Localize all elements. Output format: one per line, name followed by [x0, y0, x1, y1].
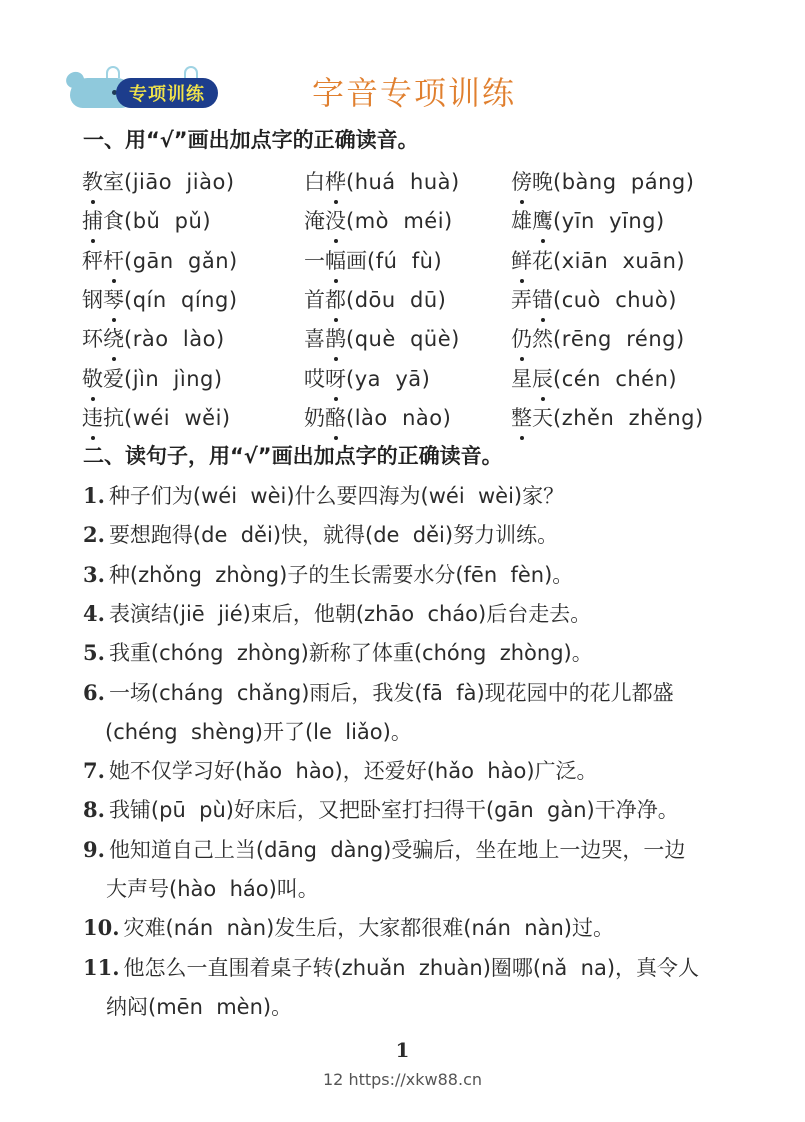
- dotted-char: 教: [82, 166, 103, 196]
- char: 淹: [304, 209, 325, 234]
- word-item: [82, 363, 223, 393]
- sentence-line: [83, 637, 593, 667]
- sentence-text[interactable]: 我重(chóng zhòng)新称了体重(chóng zhòng)。: [108, 641, 593, 666]
- sentence-line: [83, 794, 679, 824]
- char: 一: [304, 248, 325, 273]
- pinyin-options[interactable]: (yīn yīng): [553, 209, 665, 234]
- dotted-char: 辰: [532, 363, 553, 393]
- word-item: [304, 363, 430, 393]
- char: 花: [532, 248, 553, 273]
- sentence-line: [83, 598, 591, 628]
- pinyin-options[interactable]: (cuò chuò): [553, 287, 677, 312]
- dotted-char: 仍: [511, 323, 532, 353]
- dotted-char: 错: [532, 284, 553, 314]
- dotted-char: 酪: [325, 402, 346, 432]
- sentence-text[interactable]: (chéng shèng)开了(le liǎo)。: [105, 719, 412, 744]
- char: 食: [103, 209, 124, 234]
- pinyin-options[interactable]: (lào nào): [346, 405, 452, 430]
- char: 画: [346, 248, 367, 273]
- word-item: [82, 284, 238, 314]
- sentence-line: [106, 873, 319, 903]
- char: 喜: [304, 327, 325, 352]
- char: 哎: [304, 366, 325, 391]
- pinyin-options[interactable]: (què qüè): [346, 327, 460, 352]
- dotted-char: 违: [82, 402, 103, 432]
- dotted-char: 都: [325, 284, 346, 314]
- pinyin-options[interactable]: (jiāo jiào): [124, 170, 235, 194]
- pinyin-options[interactable]: (wéi wěi): [124, 405, 231, 430]
- char: 天: [532, 405, 553, 430]
- word-item: [304, 323, 460, 353]
- badge-label: 专项训练: [129, 84, 205, 105]
- dotted-char: 桦: [325, 166, 346, 196]
- word-item: [82, 245, 238, 275]
- sentence-number: 3.: [83, 561, 105, 587]
- sentence-line: [83, 519, 558, 549]
- page-number: 1: [395, 1038, 410, 1062]
- pinyin-options[interactable]: (gān gǎn): [124, 248, 238, 273]
- word-item: [82, 166, 235, 196]
- dotted-char: 杆: [103, 245, 124, 275]
- dotted-char: 鲜: [511, 245, 532, 275]
- char: 爱: [103, 366, 124, 391]
- pinyin-options[interactable]: (cén chén): [553, 366, 678, 391]
- pinyin-options[interactable]: (qín qíng): [124, 287, 238, 312]
- pinyin-options[interactable]: (bàng páng): [553, 170, 695, 194]
- dotted-char: 敬: [82, 363, 103, 393]
- sentence-number: 11.: [83, 954, 120, 980]
- pinyin-options[interactable]: (zhěn zhěng): [553, 405, 704, 430]
- word-item: [511, 205, 665, 235]
- word-item: [304, 284, 446, 314]
- dotted-char: 整: [511, 402, 532, 432]
- sentence-text[interactable]: 纳闷(mēn mèn)。: [106, 994, 293, 1019]
- char: 白: [304, 170, 325, 194]
- dotted-char: 傍: [511, 166, 532, 196]
- sentence-number: 4.: [83, 600, 105, 626]
- dotted-char: 鹊: [325, 323, 346, 353]
- sentence-line: [83, 559, 573, 589]
- dotted-char: 没: [325, 205, 346, 235]
- sentence-number: 10.: [83, 915, 120, 941]
- sentence-number: 7.: [83, 758, 105, 784]
- sentence-number: 9.: [83, 836, 105, 862]
- sentence-text[interactable]: 我铺(pū pù)好床后，又把卧室打扫得干(gān gàn)干净净。: [108, 798, 679, 823]
- char: 晚: [532, 170, 553, 194]
- sentence-line: [83, 952, 699, 982]
- sentence-number: 6.: [83, 679, 105, 705]
- pinyin-options[interactable]: (huá huà): [346, 170, 460, 194]
- pinyin-options[interactable]: (rào lào): [124, 327, 225, 352]
- sentence-text[interactable]: 大声号(hào háo)叫。: [106, 877, 319, 901]
- char: 环: [82, 327, 103, 352]
- pinyin-options[interactable]: (jìn jìng): [124, 366, 223, 391]
- word-item: [511, 323, 685, 353]
- char: 雄: [511, 209, 532, 234]
- word-item: [304, 205, 453, 235]
- pinyin-options[interactable]: (rēng réng): [553, 327, 685, 352]
- word-item: [511, 166, 694, 196]
- sentence-text[interactable]: 她不仅学习好(hǎo hào)，还爱好(hǎo hào)广泛。: [108, 759, 598, 784]
- sentence-line: [83, 755, 598, 785]
- sentence-number: 8.: [83, 797, 105, 823]
- pinyin-options[interactable]: (bǔ pǔ): [124, 209, 212, 234]
- dotted-char: 呀: [325, 363, 346, 393]
- sentence-line: [83, 480, 564, 510]
- char: 室: [103, 170, 124, 194]
- sentence-text[interactable]: 一场(cháng chǎng)雨后，我发(fā fà)现花园中的花儿都盛: [108, 680, 674, 705]
- char: 首: [304, 287, 325, 312]
- section1-heading: 一、用“√”画出加点字的正确读音。: [83, 128, 419, 152]
- sentence-number: 5.: [83, 640, 105, 666]
- page-title: 字音专项训练: [312, 74, 517, 112]
- char: 弄: [511, 287, 532, 312]
- sentence-line: [83, 912, 614, 942]
- sentence-text[interactable]: 种(zhǒng zhòng)子的生长需要水分(fēn fèn)。: [108, 562, 574, 587]
- sentence-number: 2.: [83, 522, 105, 548]
- word-item: [304, 245, 442, 275]
- char: 钢: [82, 287, 103, 312]
- char: 抗: [103, 405, 124, 430]
- word-item: [82, 205, 211, 235]
- word-item: [511, 245, 685, 275]
- char: 奶: [304, 405, 325, 430]
- sentence-text[interactable]: 种子们为(wéi wèi)什么要四海为(wéi wèi)家？: [108, 484, 565, 508]
- dotted-char: 捕: [82, 205, 103, 235]
- sentence-text[interactable]: 表演结(jiē jié)束后，他朝(zhāo cháo)后台走去。: [108, 601, 592, 626]
- char: 然: [532, 327, 553, 352]
- section2-heading: 二、读句子，用“√”画出加点字的正确读音。: [83, 444, 503, 468]
- char: 秤: [82, 248, 103, 273]
- dotted-char: 绕: [103, 323, 124, 353]
- word-item: [304, 402, 451, 432]
- pinyin-options[interactable]: (dōu dū): [346, 287, 447, 312]
- sentence-line: [105, 716, 412, 746]
- word-item: [304, 166, 460, 196]
- word-item: [82, 323, 225, 353]
- word-item: [82, 402, 231, 432]
- dotted-char: 幅: [325, 245, 346, 275]
- sentence-text[interactable]: 要想跑得(de děi)快，就得(de děi)努力训练。: [108, 523, 559, 548]
- sentence-text[interactable]: 他知道自己上当(dāng dàng)受骗后，坐在地上一边哭，一边: [108, 837, 686, 862]
- footer-url: 12 https://xkw88.cn: [323, 1070, 482, 1089]
- sentence-text[interactable]: 灾难(nán nàn)发生后，大家都很难(nán nàn)过。: [123, 916, 614, 941]
- sentence-line: [83, 677, 674, 707]
- pinyin-options[interactable]: (xiān xuān): [553, 248, 686, 273]
- pinyin-options[interactable]: (mò méi): [346, 209, 453, 234]
- pinyin-options[interactable]: (fú fù): [367, 248, 443, 273]
- dotted-char: 琴: [103, 284, 124, 314]
- whale-spout-icon: [106, 66, 120, 78]
- sentence-line: [106, 991, 292, 1021]
- badge-pill: [116, 78, 218, 108]
- sentence-line: [83, 834, 685, 864]
- word-item: [511, 402, 704, 432]
- whale-spout-icon: [184, 66, 198, 78]
- word-item: [511, 363, 677, 393]
- char: 星: [511, 366, 532, 391]
- dotted-char: 鹰: [532, 205, 553, 235]
- word-item: [511, 284, 677, 314]
- section-badge: [66, 66, 226, 110]
- sentence-text[interactable]: 他怎么一直围着桌子转(zhuǎn zhuàn)圈哪(nǎ na)，真令人: [123, 955, 700, 980]
- pinyin-options[interactable]: (ya yā): [346, 366, 431, 391]
- sentence-number: 1.: [83, 483, 105, 508]
